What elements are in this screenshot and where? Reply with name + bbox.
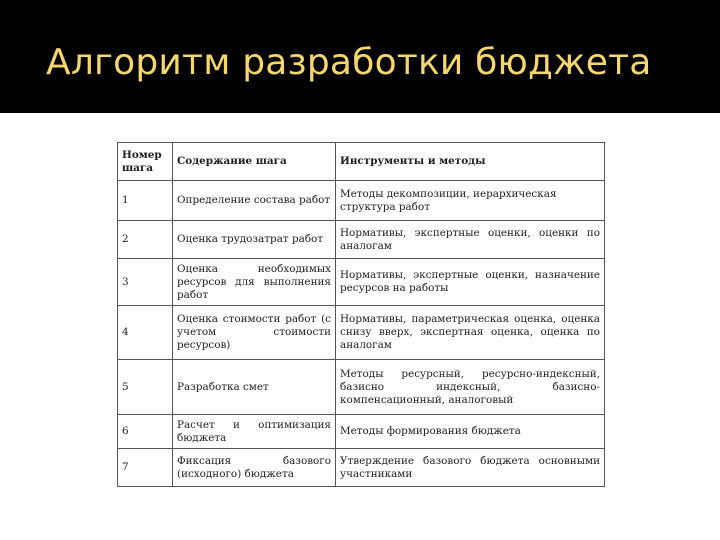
step-number: 5	[118, 360, 173, 415]
budget-algorithm-table	[117, 142, 605, 487]
header-step-content: Содержание шага	[173, 143, 336, 181]
step-number: 7	[118, 449, 173, 487]
step-tools: Методы декомпозиции, иерархическая структура работ	[336, 181, 605, 221]
step-content: Определение состава работ	[173, 181, 336, 221]
step-content: Расчет и оптимизация бюджета	[173, 415, 336, 449]
step-tools: Методы формирования бюджета	[336, 415, 605, 449]
step-content: Оценка стоимости работ (с учетом стоимости ресурсов)	[173, 306, 336, 360]
step-content: Оценка трудозатрат работ	[173, 221, 336, 259]
step-number: 4	[118, 306, 173, 360]
table-row	[118, 306, 605, 360]
step-content: Разработка смет	[173, 360, 336, 415]
header-tools-methods: Инструменты и методы	[336, 143, 605, 181]
slide-title: Алгоритм разработки бюджета	[46, 42, 652, 83]
step-number: 3	[118, 259, 173, 306]
table-row	[118, 415, 605, 449]
step-number: 6	[118, 415, 173, 449]
table-row	[118, 259, 605, 306]
step-tools: Нормативы, экспертные оценки, назначение ресурсов на работы	[336, 259, 605, 306]
table-row	[118, 449, 605, 487]
step-tools: Методы ресурсный, ресурсно-индексный, базисно индексный, базисно-компенсационный, аналоговый	[336, 360, 605, 415]
header-step-number: Номер шага	[118, 143, 173, 181]
step-tools: Нормативы, экспертные оценки, оценки по аналогам	[336, 221, 605, 259]
step-content: Фиксация базового (исходного) бюджета	[173, 449, 336, 487]
step-number: 2	[118, 221, 173, 259]
step-number: 1	[118, 181, 173, 221]
table-row	[118, 181, 605, 221]
table-row	[118, 360, 605, 415]
step-tools: Утверждение базового бюджета основными участниками	[336, 449, 605, 487]
step-tools: Нормативы, параметрическая оценка, оценка снизу вверх, экспертная оценка, оценка по аналогам	[336, 306, 605, 360]
title-bar	[0, 0, 720, 113]
table-row	[118, 221, 605, 259]
table-header-row	[118, 143, 605, 181]
step-content: Оценка необходимых ресурсов для выполнения работ	[173, 259, 336, 306]
